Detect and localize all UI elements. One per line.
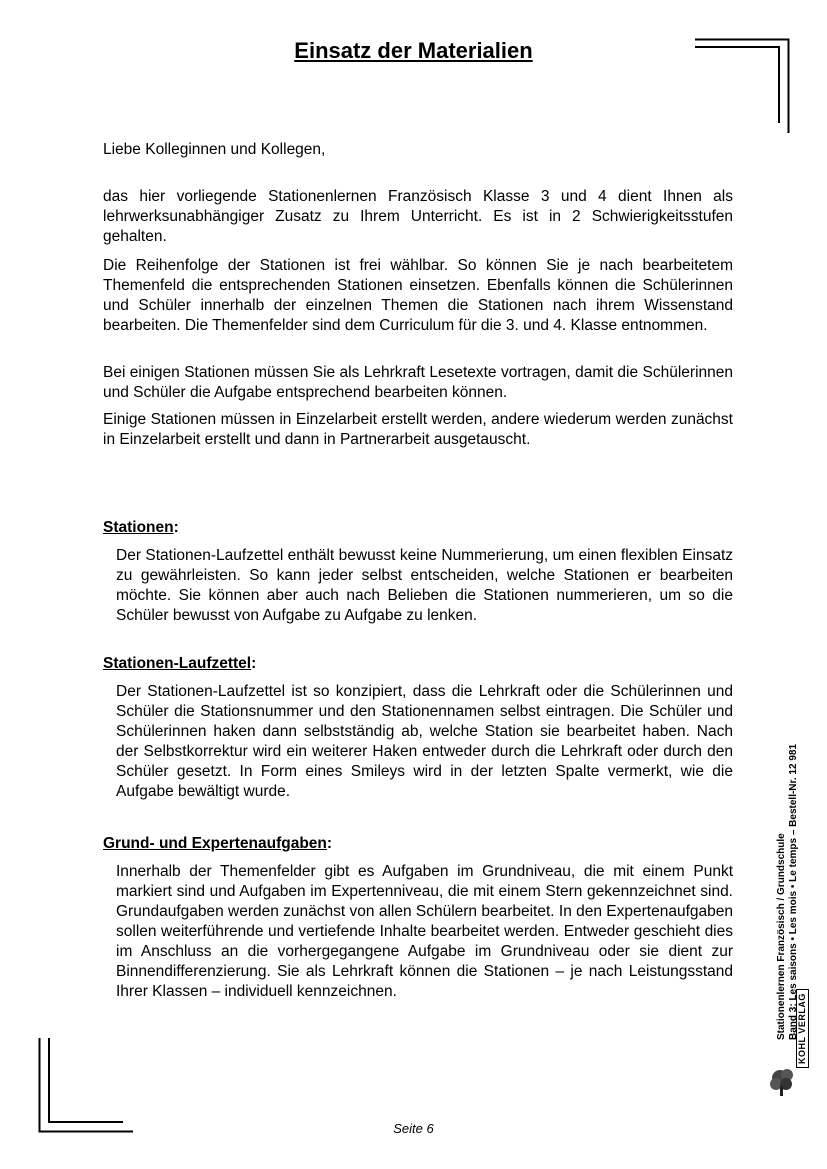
page-title: Einsatz der Materialien (294, 38, 533, 63)
intro-paragraph-4: Einige Stationen müssen in Einzelarbeit erstellt werden, andere wiederum werden zunächst in Einzelarbeit erstellt und dann in Partnerarbeit ausgetauscht. (103, 411, 733, 448)
intro-paragraph-1: das hier vorliegende Stationenlernen Französisch Klasse 3 und 4 dient Ihnen als lehrwerksunabhängiger Zusatz zu Ihrem Unterricht. Es ist in 2 Schwierigkeitsstufen gehalten. (103, 188, 733, 245)
corner-ornament-top-right (695, 38, 790, 133)
publisher-tree-icon (768, 1066, 798, 1098)
series-volume-info: Band 3: Les saisons • Les mois • Le temps – Bestell-Nr. 12 981 (788, 743, 799, 1040)
publisher-logo: KOHL VERLAG (796, 989, 809, 1068)
series-title: Stationenlernen Französisch / Grundschule (776, 833, 787, 1040)
corner-ornament-bottom-left (38, 1038, 133, 1133)
intro-paragraph-2: Die Reihenfolge der Stationen ist frei wählbar. So können Sie je nach bearbeitetem Themenfeld die entsprechenden Stationen einsetzen. Ebenfalls können die Schülerinnen und Schüler innerhalb der einzelnen Themen die Stationen nach ihrem Wissenstand bearbeiten. Die Themenfelder sind dem Curriculum für die 3. und 4. Klasse entnommen. (103, 257, 733, 334)
section-heading-laufzettel: Stationen-Laufzettel: (103, 655, 257, 672)
section-heading-aufgaben: Grund- und Expertenaufgaben: (103, 835, 333, 852)
section-body-aufgaben: Innerhalb der Themenfelder gibt es Aufgaben im Grundniveau, die mit einem Punkt markiert sind und Aufgaben im Expertenniveau, die mit einem Stern gekennzeichnet sind. Grundaufgaben werden zunächst von allen Schülern bearbeitet. In den Expertenaufgaben sollen weiterführende und vertiefende Inhalte bearbeitet werden. Entweder geschieht dies im Anschluss an die vorhergegangene Aufgabe im Grundniveau oder sie dient zur Binnendifferenzierung. Sie als Lehrkraft können die Stationen – je nach Leistungsstand Ihrer Klassen – individuell kennzeichnen. (116, 863, 733, 1000)
section-body-stationen: Der Stationen-Laufzettel enthält bewusst keine Nummerierung, um einen flexiblen Einsatz zu gewährleisten. So kann jeder selbst entscheiden, welche Stationen er bearbeiten möchte. Sie können aber auch nach Belieben die Stationen nummerieren, um so die Schüler bewusst von Aufgabe zu Aufgabe zu lenken. (116, 547, 733, 624)
section-body-laufzettel: Der Stationen-Laufzettel ist so konzipiert, dass die Lehrkraft oder die Schülerinnen und Schüler die Stationsnummer und den Stationennamen selbst eintragen. Die Schüler und Schülerinnen haken dann selbstständig ab, welche Station sie bearbeitet haben. Nach der Selbstkorrektur wird ein weiterer Haken entweder durch die Lehrkraft oder durch den Schüler gesetzt. In Form eines Smileys wird in der letzten Spalte vermerkt, wie die Aufgabe bewältigt wurde. (116, 683, 733, 800)
intro-paragraph-3: Bei einigen Stationen müssen Sie als Lehrkraft Lesetexte vortragen, damit die Schülerinnen und Schüler die Aufgabe entsprechend bearbeiten können. (103, 364, 733, 401)
greeting: Liebe Kolleginnen und Kollegen, (103, 141, 326, 158)
section-heading-stationen: Stationen: (103, 519, 179, 536)
page-number: Seite 6 (393, 1121, 434, 1136)
